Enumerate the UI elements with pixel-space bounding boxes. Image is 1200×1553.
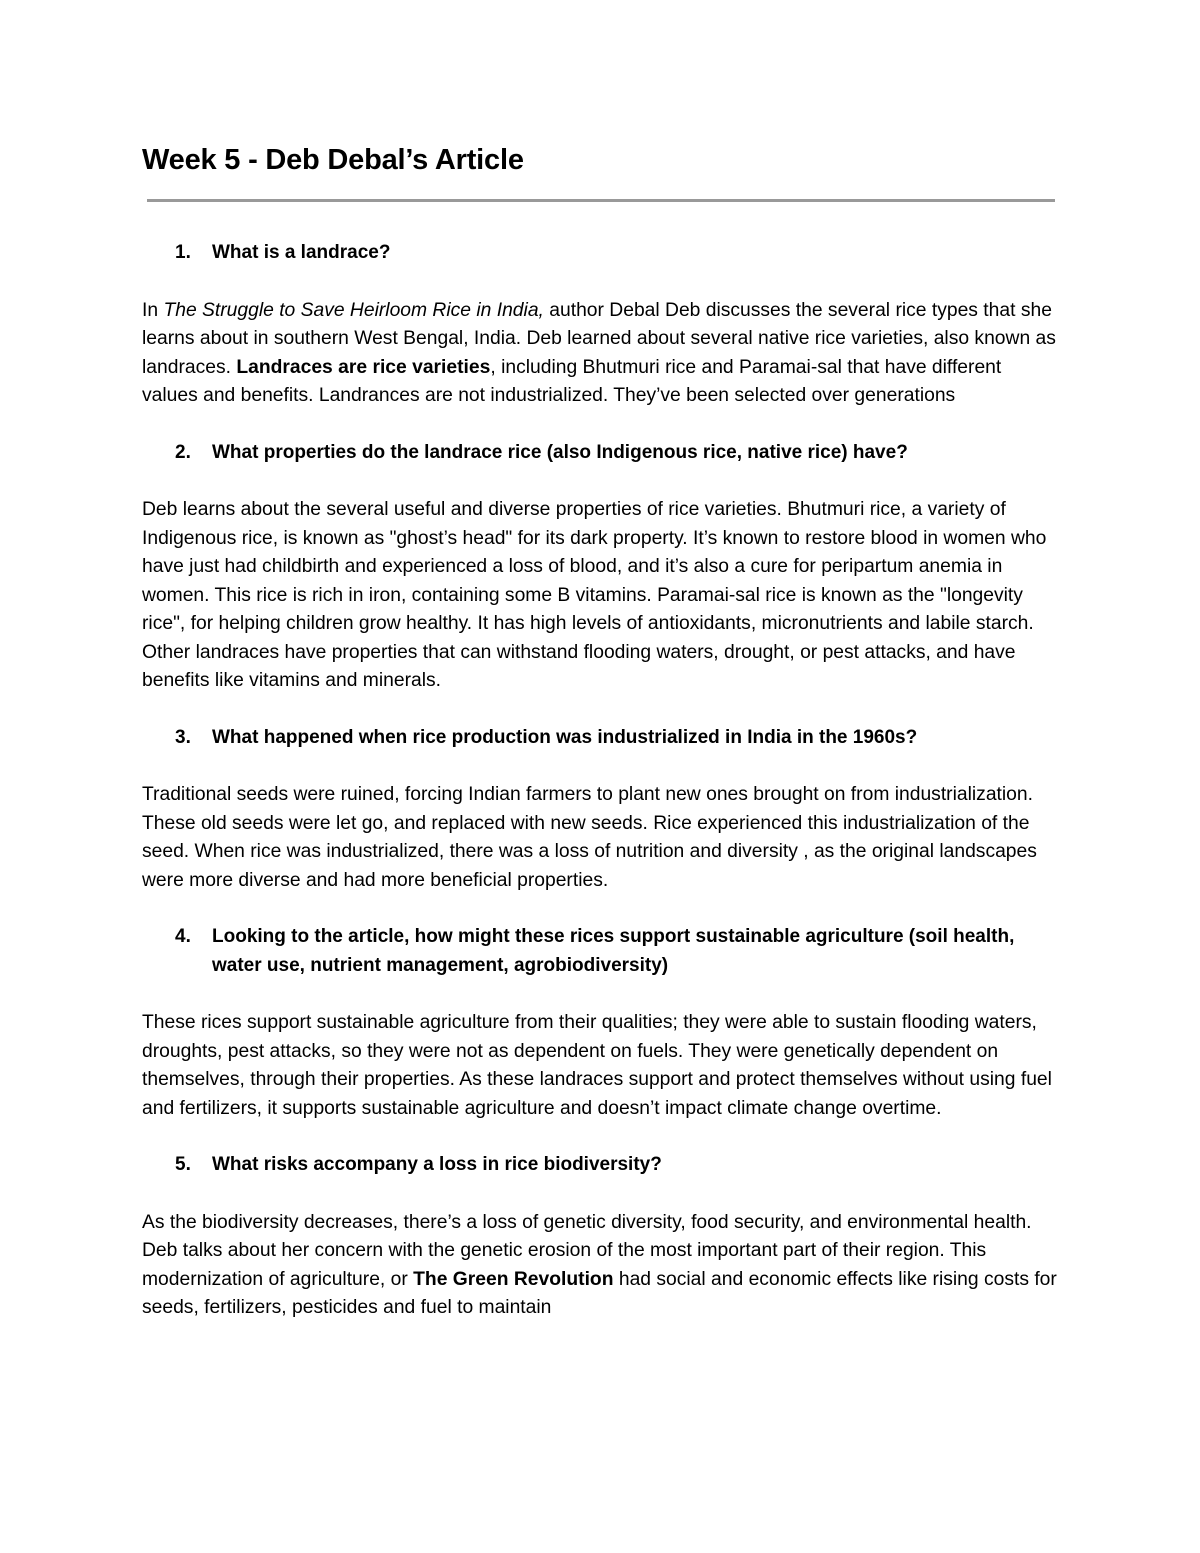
question-number: 1. [175,242,191,263]
question-3 [142,724,1057,753]
answer-1: In The Struggle to Save Heirloom Rice in India, author Debal Deb discusses the several rice types that she learns about in southern West Bengal, India. Deb learned about several native rice varieties, also known as landraces. Landraces are rice varieties, including Bhutmuri rice and Paramai-sal that have different values and benefits. Landrances are not industrialized. They’ve been selected over generations [142,299,1056,406]
question-number: 5. [175,1154,191,1175]
answer-4: These rices support sustainable agriculture from their qualities; they were able to sustain flooding waters, droughts, pest attacks, so they were not as dependent on fuels. They were genetically dependent on themselves, through their properties. As these landraces support and protect themselves without using fuel and fertilizers, it supports sustainable agriculture and doesn’t impact climate change overtime. [142,1012,1052,1119]
question-1 [142,239,1057,268]
question-number: 4. [175,926,191,947]
question-4 [142,923,1057,980]
title-divider [147,199,1055,202]
question-text: Looking to the article, how might these rices support sustainable agriculture (soil health, water use, nutrient management, agrobiodiversity) [212,926,1015,976]
question-number: 3. [175,726,191,748]
document-page [142,140,1057,1323]
question-text: What properties do the landrace rice (also Indigenous rice, native rice) have? [212,441,908,463]
answer-5: As the biodiversity decreases, there’s a loss of genetic diversity, food security, and environmental health. Deb talks about her concern with the genetic erosion of the most important part of their region. This modernization of agriculture, or The Green Revolution had social and economic effects like rising costs for seeds, fertilizers, pesticides and fuel to maintain [142,1211,1057,1318]
document-title: Week 5 - Deb Debal’s Article [142,144,524,176]
bold-phrase: The Green Revolution [413,1268,614,1290]
question-2 [142,439,1057,468]
question-text: What risks accompany a loss in rice biodiversity? [212,1154,662,1175]
answer-2: Deb learns about the several useful and diverse properties of rice varieties. Bhutmuri rice, a variety of Indigenous rice, is known as "ghost’s head" for its dark property. It’s known to restore blood in women who have just had childbirth and experienced a loss of blood, and it’s also a cure for peripartum anemia in women. This rice is rich in iron, containing some B vitamins. Paramai-sal rice is known as the "longevity rice", for helping children grow healthy. It has high levels of antioxidants, micronutrients and labile starch. Other landraces have properties that can withstand flooding waters, drought, or pest attacks, and have benefits like vitamins and minerals. [142,499,1047,691]
question-text: What is a landrace? [212,242,391,263]
bold-phrase: Landraces are rice varieties [236,356,491,378]
answer-3: Traditional seeds were ruined, forcing Indian farmers to plant new ones brought on from industrialization. These old seeds were let go, and replaced with new seeds. Rice experienced this industrialization of the seed. When rice was industrialized, there was a loss of nutrition and diversity , as the original landscapes were more diverse and had more beneficial properties. [142,784,1037,891]
article-title: The Struggle to Save Heirloom Rice in India, [163,299,544,321]
question-5 [142,1151,1057,1180]
question-text: What happened when rice production was industrialized in India in the 1960s? [212,726,918,748]
question-number: 2. [175,441,191,463]
